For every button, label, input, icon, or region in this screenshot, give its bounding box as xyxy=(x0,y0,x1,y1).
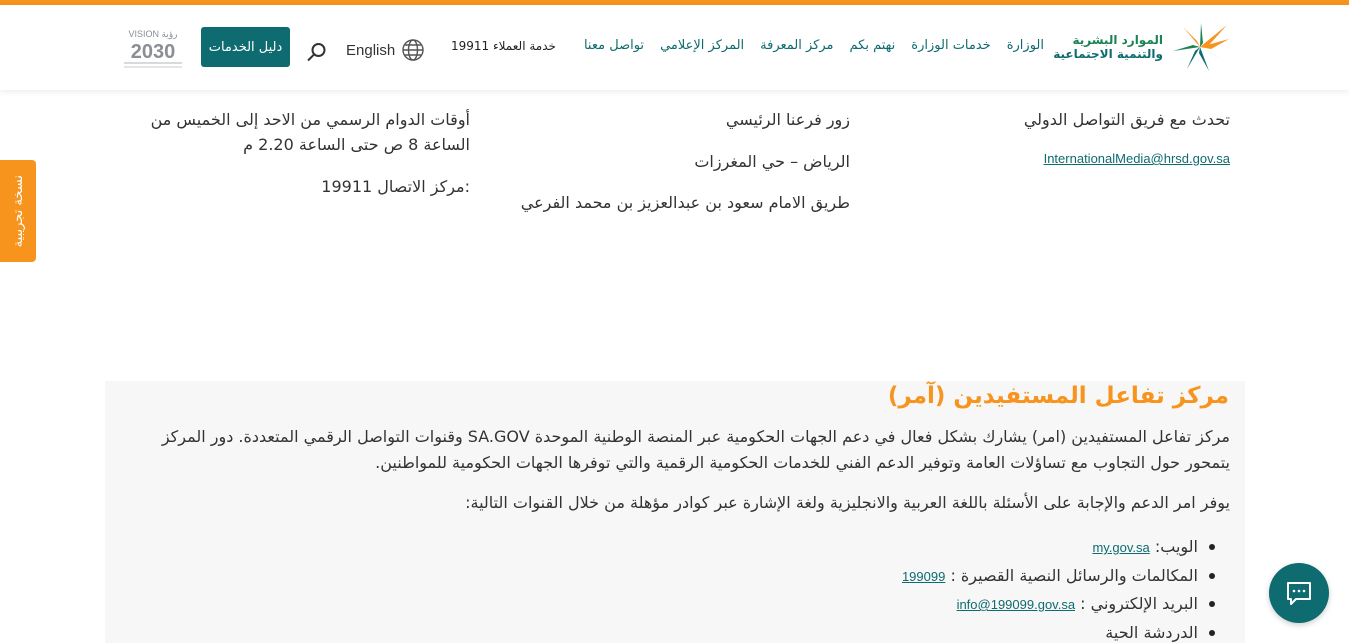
visit-line-3: طريق الامام سعود بن عبدالعزيز بن محمد الفرعي xyxy=(520,193,850,212)
customer-service-hotline[interactable]: خدمة العملاء 19911 xyxy=(451,39,556,53)
contact-international xyxy=(890,76,1230,171)
international-email-link[interactable]: InternationalMedia@hrsd.gov.sa xyxy=(1043,151,1230,166)
call-hours: أوقات الدوام الرسمي من الاحد إلى الخميس من الساعة 8 ص حتى الساعة 2.20 م xyxy=(150,110,470,154)
visit-line-1: زور فرعنا الرئيسي xyxy=(725,110,850,129)
list-item xyxy=(902,533,1215,562)
site-header xyxy=(0,5,1349,90)
ministry-logo[interactable] xyxy=(1053,21,1231,73)
contact-international-text: تحدث مع فريق التواصل الدولي xyxy=(1023,110,1230,129)
nav-media-center[interactable]: المركز الإعلامي xyxy=(660,38,745,53)
nav-knowledge-center[interactable]: مركز المعرفة xyxy=(760,38,834,53)
channel-phone-label: المكالمات والرسائل النصية القصيرة : xyxy=(950,565,1198,585)
beneficiary-center-section xyxy=(105,381,1245,643)
channels-list xyxy=(902,533,1215,643)
language-switch[interactable] xyxy=(346,38,425,62)
services-guide-button[interactable]: دليل الخدمات xyxy=(201,27,290,67)
nav-we-care[interactable]: نهتم بكم xyxy=(849,38,896,53)
nav-ministry[interactable]: الوزارة xyxy=(1006,38,1044,53)
logo-line-2: والتنمية الاجتماعية xyxy=(1053,47,1163,61)
ministry-logo-icon xyxy=(1169,21,1231,73)
nav-services[interactable]: خدمات الوزارة xyxy=(911,38,991,53)
nav-contact-us[interactable]: تواصل معنا xyxy=(583,38,645,53)
globe-icon xyxy=(401,38,425,62)
channel-web-label: الويب: xyxy=(1154,537,1198,556)
beta-version-tab[interactable] xyxy=(0,160,36,262)
beneficiary-description: مركز تفاعل المستفيدين (امر) يشارك بشكل فعال في دعم الجهات الحكومية عبر المنصة الوطنية الموحدة SA.GOV وقنوات التواصل الرقمي المتعددة. دور المركز يتمحور حول التجاوب مع تساؤلات العامة وتوفير الدعم الفني للخدمات الحكومية الرقمية والتي توفرها الجهات الحكومية للمواطنين. xyxy=(161,427,1230,472)
list-item xyxy=(902,562,1215,591)
channel-email-label: البريد الإلكتروني : xyxy=(1080,594,1198,613)
visit-line-2: الرياض – حي المغرزات xyxy=(694,152,850,171)
chat-button[interactable] xyxy=(1269,563,1329,623)
beneficiary-center-title: مركز تفاعل المستفيدين (آمر) xyxy=(887,383,1229,409)
ministry-logo-text xyxy=(1053,33,1163,61)
contact-call xyxy=(140,76,470,199)
channel-email-link[interactable]: info@199099.gov.sa xyxy=(956,597,1076,612)
beta-version-label: نسخة تجريبية xyxy=(10,174,26,248)
chat-icon xyxy=(1284,578,1314,608)
svg-text:2030: 2030 xyxy=(130,41,176,63)
contact-visit xyxy=(490,76,850,215)
search-icon[interactable] xyxy=(306,41,328,63)
list-item xyxy=(902,619,1215,643)
main-nav xyxy=(584,38,1044,53)
svg-text:VISION رؤية: VISION رؤية xyxy=(128,29,178,39)
beneficiary-channels-intro: يوفر امر الدعم والإجابة على الأسئلة باللغة العربية والانجليزية ولغة الإشارة عبر كوادر مؤهلة من خلال القنوات التالية: xyxy=(465,493,1230,512)
call-center-number: :مركز الاتصال 19911 xyxy=(321,177,470,196)
list-item xyxy=(902,590,1215,619)
logo-line-1: الموارد البشرية xyxy=(1072,33,1163,47)
channel-web-link[interactable]: my.gov.sa xyxy=(1092,540,1150,555)
language-label: English xyxy=(346,41,396,59)
vision-2030-logo xyxy=(120,25,186,71)
channel-phone-link[interactable]: 199099 xyxy=(901,568,946,584)
channel-live-chat-label: الدردشة الحية xyxy=(1105,622,1198,642)
